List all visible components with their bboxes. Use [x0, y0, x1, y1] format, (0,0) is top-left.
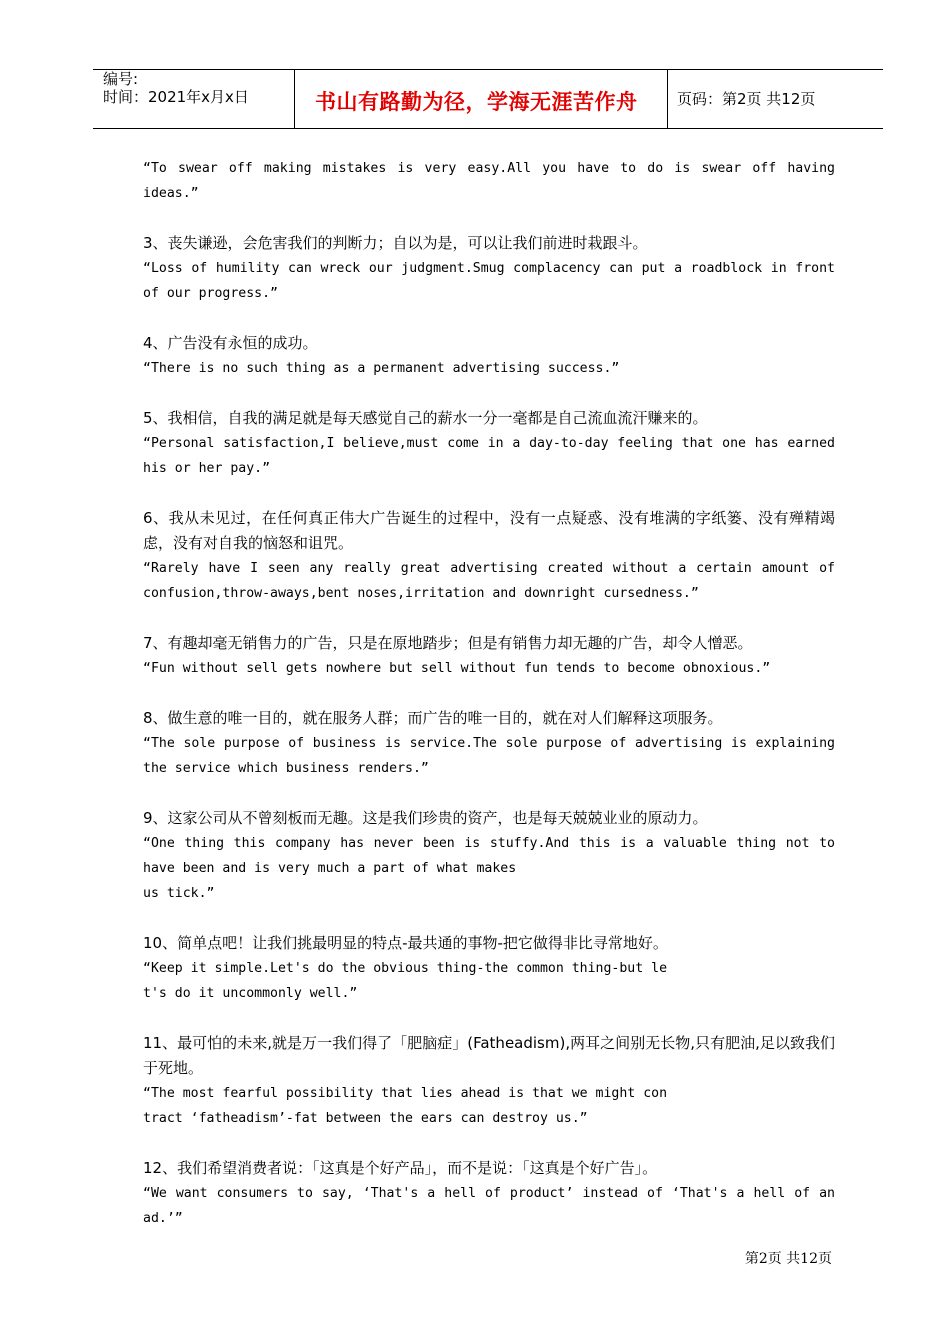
quote-english-line: “The sole purpose of business is service.The sole purpose of advertising is explaining the service which business renders.”: [143, 736, 835, 776]
quote-english-line: “Personal satisfaction,I believe,must come in a day-to-day feeling that one has earned his or her pay.”: [143, 436, 835, 476]
quote-english-line: “Loss of humility can wreck our judgment.Smug complacency can put a roadblock in front of our progress.”: [143, 261, 835, 301]
quote-english-line: tract ‘fatheadism’-fat between the ears can destroy us.”: [143, 1111, 588, 1126]
quote-item: [143, 631, 835, 681]
quote-english: [143, 156, 835, 206]
quote-english-line: “There is no such thing as a permanent advertising success.”: [143, 361, 620, 376]
header-number-label: 编号:: [103, 70, 139, 88]
quote-english-line: “The most fearful possibility that lies ahead is that we might con: [143, 1086, 668, 1101]
quote-item: [143, 231, 835, 306]
header-time-label: 时间：2021年x月x日: [103, 88, 249, 106]
quote-item: [143, 1031, 835, 1131]
quote-english-line: “To swear off making mistakes is very easy.All you have to do is swear off having ideas.”: [143, 161, 835, 201]
quote-chinese: 6、我从未见过，在任何真正伟大广告诞生的过程中，没有一点疑惑、没有堆满的字纸篓、没有殚精竭虑，没有对自我的恼怒和诅咒。: [143, 509, 835, 552]
header-bottom-rule: [93, 128, 883, 129]
quote-english: [143, 431, 835, 481]
quote-english-line: t's do it uncommonly well.”: [143, 986, 358, 1001]
quote-chinese: 4、广告没有永恒的成功。: [143, 334, 318, 352]
quote-chinese: 9、这家公司从不曾刻板而无趣。这是我们珍贵的资产，也是每天兢兢业业的原动力。: [143, 809, 708, 827]
quote-item: [143, 156, 835, 206]
quote-chinese: 5、我相信，自我的满足就是每天感觉自己的薪水一分一毫都是自己流血流汗赚来的。: [143, 409, 708, 427]
footer-page-label: 第2页 共12页: [744, 1251, 832, 1267]
quote-english-line: “We want consumers to say, ‘That's a hell of product’ instead of ‘That's a hell of an ad.’”: [143, 1186, 835, 1226]
quote-english: [143, 256, 835, 306]
quote-chinese: 8、做生意的唯一目的，就在服务人群；而广告的唯一目的，就在对人们解释这项服务。: [143, 709, 723, 727]
quote-english: [143, 956, 835, 1006]
quote-item: [143, 331, 835, 381]
header-page-label: 页码：第2页 共12页: [677, 90, 816, 108]
quote-english: [143, 356, 835, 381]
quote-english: [143, 556, 835, 606]
quote-english-line: “One thing this company has never been is stuffy.And this is a valuable thing not to have been and is very much a part of what makes: [143, 836, 835, 876]
quote-list: [143, 156, 835, 1256]
quote-english: [143, 1181, 835, 1231]
quote-english: [143, 731, 835, 781]
quote-item: [143, 931, 835, 1006]
header-divider-left: [294, 69, 295, 129]
quote-english-line: “Fun without sell gets nowhere but sell without fun tends to become obnoxious.”: [143, 661, 771, 676]
quote-chinese: 12、我们希望消费者说：「这真是个好产品」，而不是说：「这真是个好广告」。: [143, 1159, 658, 1177]
quote-item: [143, 506, 835, 606]
quote-item: [143, 706, 835, 781]
quote-chinese: 11、最可怕的未来,就是万一我们得了「肥脑症」(Fatheadism),两耳之间别无长物,只有肥油,足以致我们于死地。: [143, 1034, 835, 1077]
quote-english: [143, 831, 835, 906]
header-divider-right: [667, 69, 668, 129]
quote-english: [143, 656, 835, 681]
quote-item: [143, 806, 835, 906]
quote-english-line: “Rarely have I seen any really great advertising created without a certain amount of confusion,throw-aways,bent noses,irritation and downright cursedness.”: [143, 561, 835, 601]
quote-english: [143, 1081, 835, 1131]
header-motto: 书山有路勤为径，学海无涯苦作舟: [315, 90, 638, 114]
quote-english-line: us tick.”: [143, 886, 215, 901]
quote-item: [143, 406, 835, 481]
quote-chinese: 7、有趣却毫无销售力的广告，只是在原地踏步；但是有销售力却无趣的广告，却令人憎恶。: [143, 634, 753, 652]
quote-chinese: 3、丧失谦逊，会危害我们的判断力；自以为是，可以让我们前进时栽跟斗。: [143, 234, 648, 252]
quote-chinese: 10、简单点吧！让我们挑最明显的特点-最共通的事物-把它做得非比寻常地好。: [143, 934, 668, 952]
quote-item: [143, 1156, 835, 1231]
header-top-rule: [93, 69, 883, 70]
quote-english-line: “Keep it simple.Let's do the obvious thing-the common thing-but le: [143, 961, 668, 976]
